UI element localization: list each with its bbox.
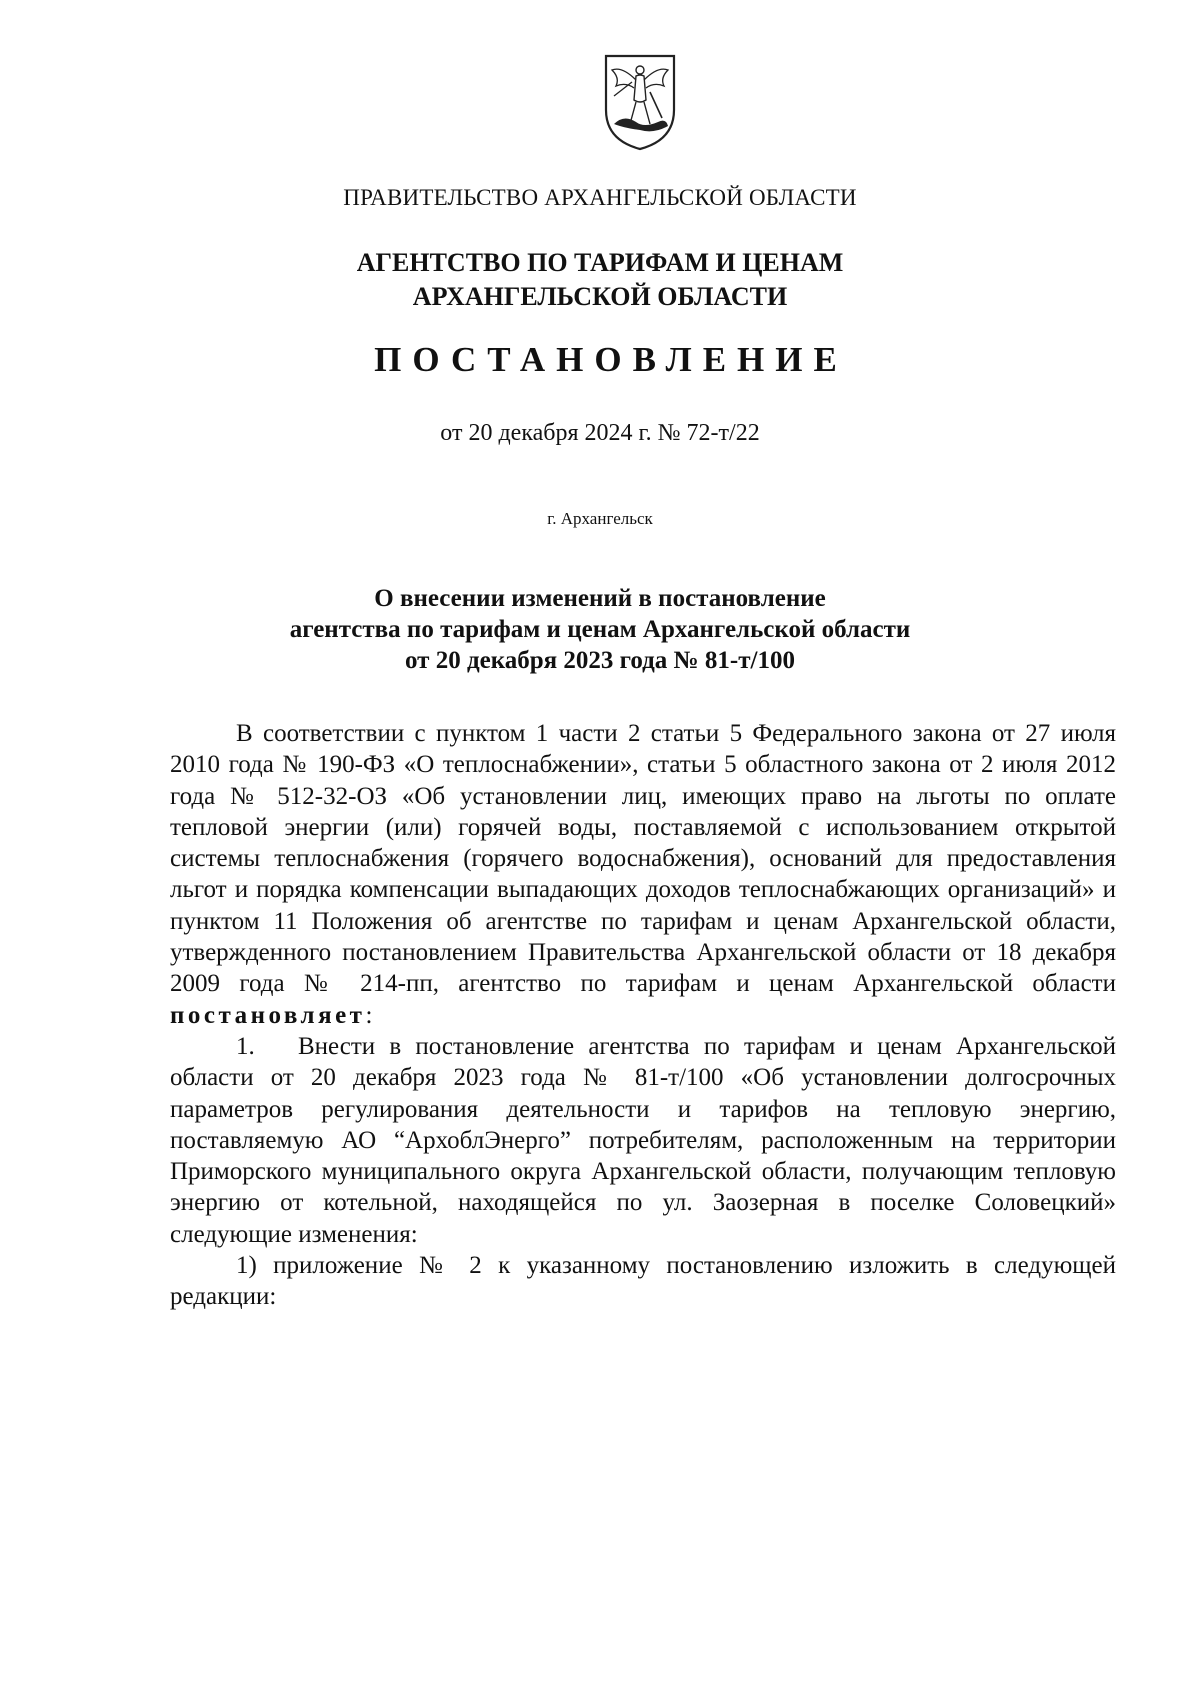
document-title-line1: О внесении изменений в постановление <box>374 585 826 612</box>
item-1-paragraph <box>170 1031 1116 1250</box>
decree-colon: : <box>365 1001 373 1029</box>
agency-name <box>0 246 1200 314</box>
document-title-line2: агентства по тарифам и ценам Архангельской области <box>289 616 911 643</box>
item-1-number: 1. <box>236 1032 255 1060</box>
agency-name-line2: АРХАНГЕЛЬСКОЙ ОБЛАСТИ <box>412 282 788 311</box>
item-1-text: Внести в постановление агентства по тарифам и ценам Архангельской области от 20 декабря 2023 года № 81-т/100 «Об установлении долгосрочных параметров регулирования деятельности и тарифов на тепловую энергию, поставляемую АО “АрхоблЭнерго” потребителям, расположенным на территории Приморского муниципального округа Архангельской области, получающим тепловую энергию от котельной, находящейся по ул. Заозерная в поселке Соловецкий» следующие изменения: <box>170 1032 1116 1248</box>
decree-word: постановляет <box>170 1001 366 1029</box>
document-city: г. Архангельск <box>547 509 653 528</box>
subitem-1-paragraph <box>170 1250 1116 1313</box>
document-title-line3: от 20 декабря 2023 года № 81-т/100 <box>405 647 795 674</box>
document-type-heading: ПОСТАНОВЛЕНИЕ <box>374 340 848 379</box>
document-date-number: от 20 декабря 2024 г. № 72-т/22 <box>440 420 760 446</box>
subitem-1-text: 1) приложение № 2 к указанному постановлению изложить в следующей редакции: <box>170 1252 1116 1311</box>
government-name: ПРАВИТЕЛЬСТВО АРХАНГЕЛЬСКОЙ ОБЛАСТИ <box>343 185 857 210</box>
document-body <box>170 718 1116 1313</box>
preamble-text: В соответствии с пунктом 1 части 2 статьи 5 Федерального закона от 27 июля 2010 года № 190-ФЗ «О теплоснабжении», статьи 5 областного закона от 2 июля 2012 года № 512-32-ОЗ «Об установлении лиц, имеющих право на льготы по оплате тепловой энергии (или) горячей воды, поставляемой с использованием открытой системы теплоснабжения (горячего водоснабжения), оснований для предоставления льгот и порядка компенсации выпадающих доходов теплоснабжающих организаций» и пунктом 11 Положения об агентстве по тарифам и ценам Архангельской области, утвержденного постановлением Правительства Архангельской области от 18 декабря 2009 года № 214-пп, агентство по тарифам и ценам Архангельской области <box>170 720 1116 998</box>
coat-of-arms-emblem <box>600 52 680 152</box>
preamble-paragraph <box>170 718 1116 1031</box>
document-title <box>0 583 1200 676</box>
agency-name-line1: АГЕНТСТВО ПО ТАРИФАМ И ЦЕНАМ <box>356 248 844 277</box>
